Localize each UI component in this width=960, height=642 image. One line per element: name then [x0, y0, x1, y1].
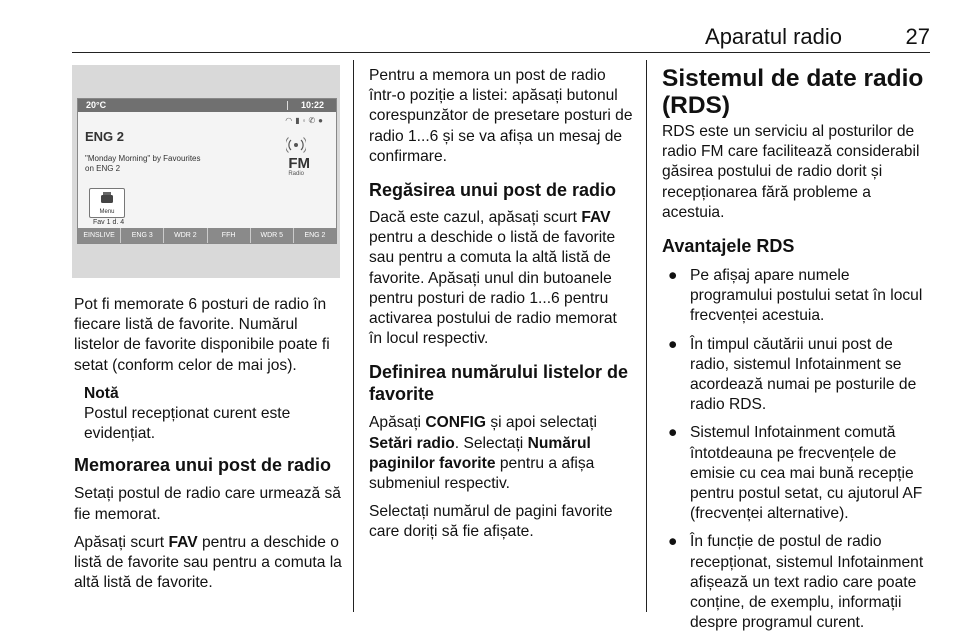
- bullet-icon: ●: [668, 335, 678, 353]
- column-divider-1: [353, 60, 354, 612]
- band-sublabel: Radio: [288, 171, 304, 177]
- status-separator: [287, 101, 288, 110]
- chapter-title: Aparatul radio: [705, 24, 842, 49]
- mute-icon: ◦: [302, 116, 309, 125]
- phone-icon: ✆: [308, 116, 319, 125]
- page-number: 27: [905, 24, 930, 49]
- favourites-page-indicator: Fav 1 d. 4: [93, 219, 125, 226]
- store-paragraph-3: Pentru a memora un post de radio într-o poziție a listei: apăsați butonul corespunzător de presetare posturi de radio 1...6 și se va afișa un mesaj de confirmare.: [369, 67, 633, 165]
- radio-menu-icon: [90, 189, 124, 207]
- column-right: [662, 65, 928, 641]
- heading-find-station: Regăsirea unui post de radio: [369, 180, 617, 201]
- note-title: Notă: [84, 384, 119, 402]
- band-label: FM: [288, 155, 310, 172]
- menu-button[interactable]: [89, 188, 125, 218]
- display-status-bar: [78, 99, 336, 112]
- preset-bar: [78, 228, 336, 243]
- heading-define-lists: Definirea numărului listelor de favorite: [369, 362, 629, 405]
- column-middle: [369, 66, 634, 543]
- bullet-icon: ●: [668, 424, 678, 442]
- rds-intro-paragraph: RDS este un serviciu al posturilor de radio FM care facilitează considerabil găsirea postului de radio dorit și recepționarea fără probleme a acestuia.: [662, 123, 920, 221]
- favourite-pages-keyword: Numărul paginilor favorite: [369, 434, 591, 472]
- radio-screen-image: [72, 65, 340, 278]
- note-text: Postul recepționat curent este evidențiat.: [84, 405, 291, 443]
- favourites-intro-paragraph: Pot fi memorate 6 posturi de radio în fiecare listă de favorite. Numărul listelor de favorite disponibile poate fi setat (conform celor de mai jos).: [74, 296, 330, 374]
- broadcast-icon: [286, 135, 306, 155]
- preset-button-3[interactable]: WDR 2: [163, 228, 206, 243]
- note-block: [74, 384, 342, 445]
- fav-keyword: FAV: [168, 533, 198, 551]
- rds-advantages-list: [662, 266, 928, 633]
- preset-button-6[interactable]: ENG 2: [293, 228, 336, 243]
- heading-store-station: Memorarea unui post de radio: [74, 455, 332, 476]
- menu-label: Menu: [99, 209, 115, 215]
- clock-readout: 10:22: [300, 100, 324, 110]
- station-name: ENG 2: [85, 129, 125, 144]
- info-icon: ●: [318, 116, 326, 125]
- list-item: ● În funcție de postul de radio recepționat, sistemul Infotainment afișează un text radio care poate conține, de exemplu, informații despre programul curent.: [668, 533, 924, 632]
- heading-rds: Sistemul de date radio (RDS): [662, 65, 924, 119]
- wifi-icon: ◠: [285, 116, 296, 125]
- list-item: ● Pe afișaj apare numele programului postului setat în locul frecvenței acestuia.: [668, 267, 923, 325]
- signal-icon: ▮: [295, 116, 303, 125]
- radio-settings-keyword: Setări radio: [369, 434, 455, 452]
- radio-display: [77, 98, 337, 244]
- list-item: ● În timpul căutării unui post de radio, sistemul Infotainment se acordează numai pe posturile de radio RDS.: [668, 335, 917, 414]
- page-header: [72, 0, 930, 53]
- fav-keyword-2: FAV: [581, 209, 611, 227]
- define-paragraph-2: Selectați numărul de pagini favorite care doriți să fie afișate.: [369, 503, 613, 541]
- radio-text: "Monday Morning" by Favourites on ENG 2: [85, 154, 201, 173]
- store-paragraph-1: Setați postul de radio care urmează să fie memorat.: [74, 485, 341, 523]
- column-divider-2: [646, 60, 647, 612]
- preset-button-5[interactable]: WDR 5: [250, 228, 293, 243]
- find-paragraph: Dacă este cazul, apăsați scurt FAV pentru a deschide o listă de favorite sau pentru a comuta la altă listă de favorite. Apăsați unul din butoanele pentru posturi de radio 1...6 pentru activarea postului de radio memorat în locul respectiv.: [369, 209, 617, 348]
- config-keyword: CONFIG: [425, 414, 486, 432]
- temperature-readout: 20°C: [86, 100, 107, 110]
- bullet-icon: ●: [668, 267, 678, 285]
- status-icons: [285, 116, 326, 125]
- preset-button-1[interactable]: EINSLIVE: [83, 232, 115, 239]
- heading-rds-advantages: Avantajele RDS: [662, 236, 795, 257]
- preset-button-4[interactable]: FFH: [207, 228, 250, 243]
- preset-button-2[interactable]: ENG 3: [120, 228, 163, 243]
- column-left: [74, 65, 342, 593]
- bullet-icon: ●: [668, 533, 678, 551]
- define-paragraph-1: Apăsați CONFIG și apoi selectați Setări radio. Selectați Numărul paginilor favorite pentru a afișa submeniul respectiv.: [369, 414, 597, 493]
- store-paragraph-2: Apăsați scurt FAV pentru a deschide o listă de favorite sau pentru a comuta la altă listă de favorite.: [74, 533, 342, 592]
- list-item: ● Sistemul Infotainment comută întotdeauna pe frecvențele de emisie cu cea mai bună recepție pentru postul setat, cu ajutorul AF (frecvenței alternative).: [668, 424, 923, 523]
